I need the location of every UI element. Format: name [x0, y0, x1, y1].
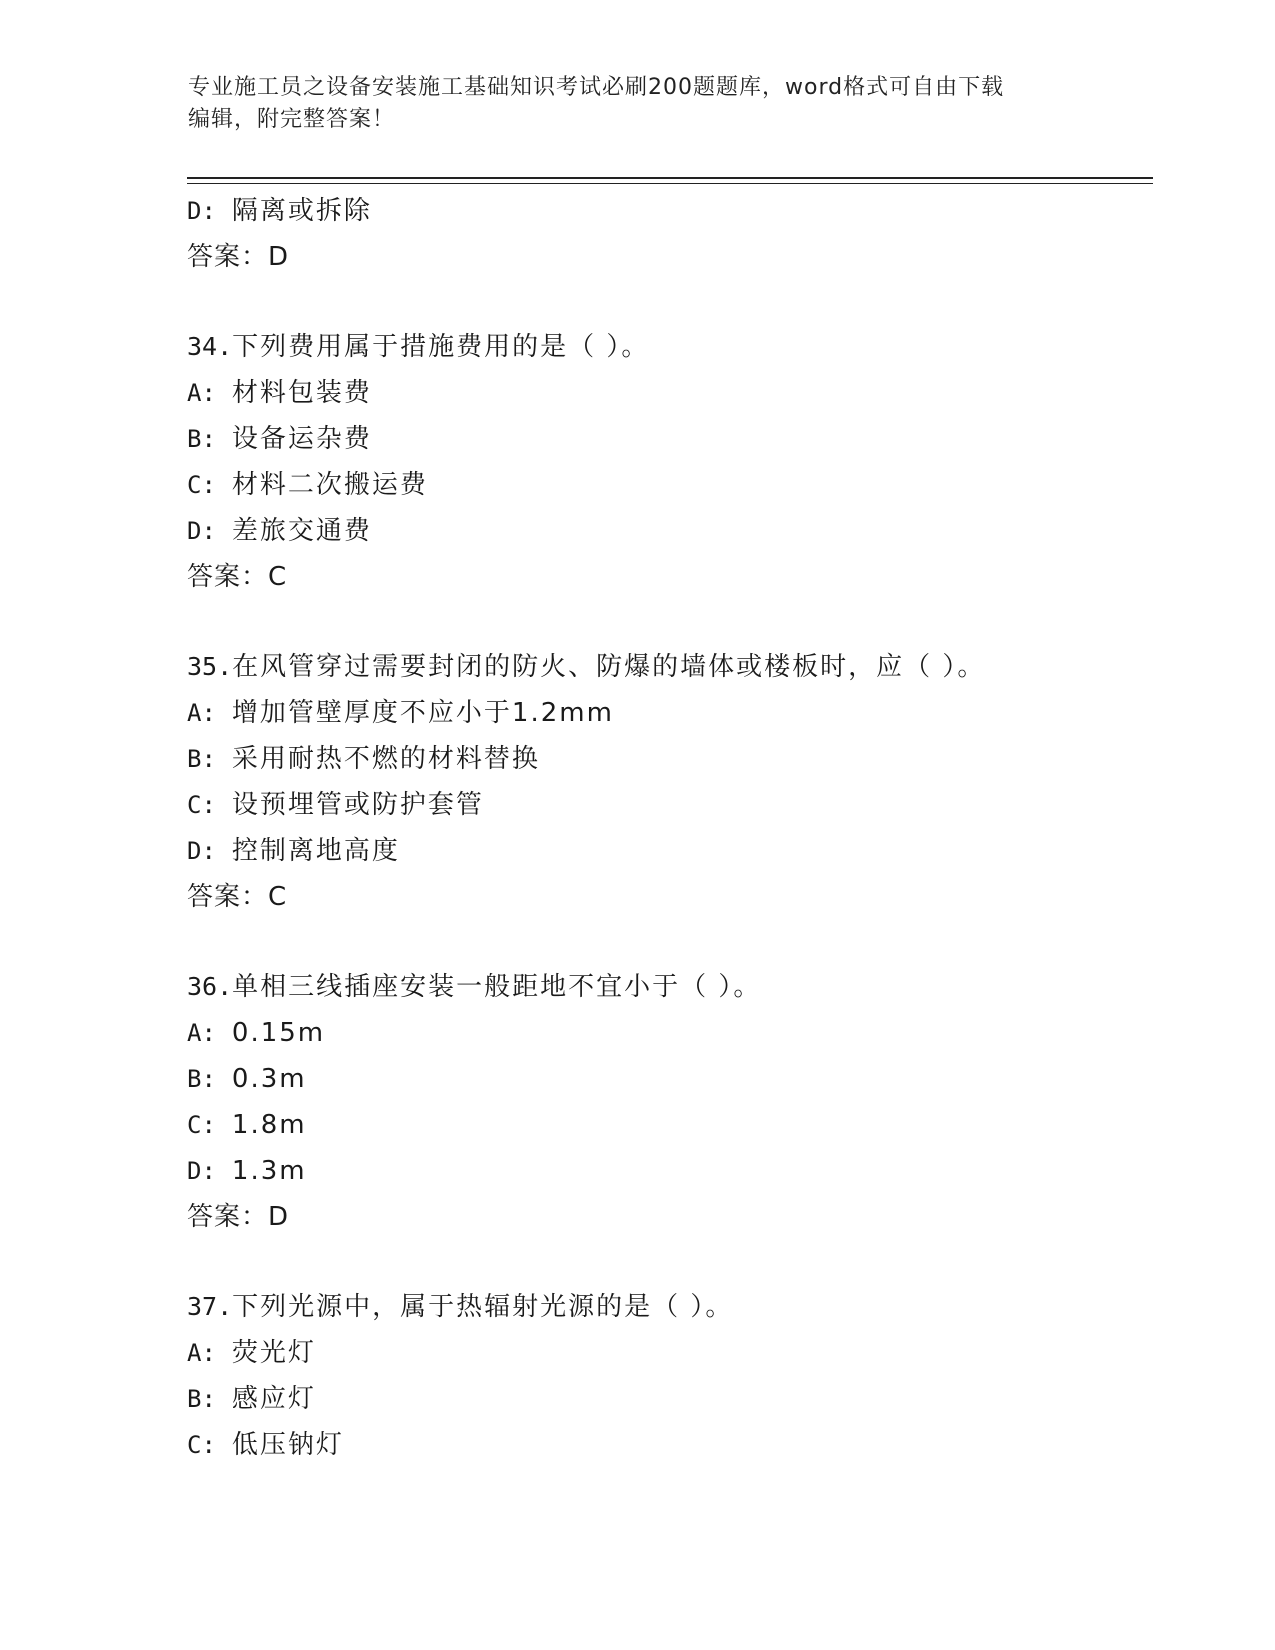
question-list [187, 188, 1147, 1468]
question-stem-35 [187, 644, 1147, 690]
question-number: 36. [187, 972, 233, 1001]
option-d [187, 508, 1147, 554]
option-a [187, 1330, 1147, 1376]
option-c [187, 1422, 1147, 1468]
option-d [187, 188, 1147, 234]
header-rule-thin [187, 183, 1153, 184]
option-d [187, 1148, 1147, 1194]
option-key: D: [187, 1157, 216, 1185]
answer-label: 答案： [187, 882, 269, 912]
option-key: B: [187, 745, 216, 773]
answer-value: C [268, 882, 287, 912]
option-key: C: [187, 471, 216, 499]
option-b [187, 736, 1147, 782]
option-text: 增加管壁厚度不应小于1.2mm [231, 698, 614, 728]
option-b [187, 1056, 1147, 1102]
spacer [187, 600, 1147, 644]
option-text: 荧光灯 [231, 1338, 316, 1368]
spacer [187, 920, 1147, 964]
answer-label: 答案： [187, 242, 269, 272]
option-c [187, 782, 1147, 828]
option-key: B: [187, 425, 216, 453]
question-stem-36 [187, 964, 1147, 1010]
answer-line [187, 234, 1147, 280]
question-text: 单相三线插座安装一般距地不宜小于（ ）。 [232, 972, 762, 1002]
answer-value: C [268, 562, 287, 592]
option-text: 感应灯 [231, 1384, 316, 1414]
option-key: C: [187, 791, 216, 819]
option-text: 设备运杂费 [231, 424, 372, 454]
option-text: 差旅交通费 [231, 516, 372, 546]
answer-value: D [268, 242, 289, 272]
answer-line [187, 1194, 1147, 1240]
question-text: 下列光源中，属于热辐射光源的是（ ）。 [232, 1292, 734, 1322]
option-key: C: [187, 1431, 216, 1459]
option-a [187, 690, 1147, 736]
option-key: D: [187, 197, 216, 225]
option-text: 控制离地高度 [231, 836, 400, 866]
option-text: 0.15m [231, 1018, 326, 1048]
question-number: 37. [187, 1292, 233, 1321]
option-b [187, 1376, 1147, 1422]
spacer [187, 280, 1147, 324]
option-a [187, 370, 1147, 416]
option-key: A: [187, 1019, 216, 1047]
question-number: 35. [187, 652, 233, 681]
answer-line [187, 554, 1147, 600]
question-stem-34 [187, 324, 1147, 370]
option-text: 1.8m [231, 1110, 307, 1140]
header-rule-thick [187, 177, 1153, 179]
question-text: 在风管穿过需要封闭的防火、防爆的墙体或楼板时，应（ ）。 [232, 652, 986, 682]
option-c [187, 1102, 1147, 1148]
option-key: A: [187, 699, 216, 727]
option-d [187, 828, 1147, 874]
question-text: 下列费用属于措施费用的是（ ）。 [232, 332, 650, 362]
document-header [188, 72, 1088, 136]
option-text: 采用耐热不燃的材料替换 [231, 744, 540, 774]
option-key: A: [187, 1339, 216, 1367]
option-text: 1.3m [231, 1156, 307, 1186]
option-b [187, 416, 1147, 462]
option-key: B: [187, 1065, 216, 1093]
option-key: A: [187, 379, 216, 407]
option-key: D: [187, 517, 216, 545]
header-line-2: 编辑，附完整答案！ [188, 107, 396, 132]
answer-line [187, 874, 1147, 920]
answer-label: 答案： [187, 562, 269, 592]
option-text: 材料二次搬运费 [231, 470, 428, 500]
option-text: 设预埋管或防护套管 [231, 790, 484, 820]
option-text: 隔离或拆除 [231, 196, 372, 226]
question-stem-37 [187, 1284, 1147, 1330]
option-key: C: [187, 1111, 216, 1139]
header-line-1: 专业施工员之设备安装施工基础知识考试必刷200题题库，word格式可自由下载 [188, 75, 1005, 100]
option-text: 0.3m [231, 1064, 307, 1094]
option-c [187, 462, 1147, 508]
answer-value: D [268, 1202, 289, 1232]
spacer [187, 1240, 1147, 1284]
option-text: 低压钠灯 [231, 1430, 344, 1460]
option-key: B: [187, 1385, 216, 1413]
option-text: 材料包装费 [231, 378, 372, 408]
question-number: 34. [187, 332, 233, 361]
option-key: D: [187, 837, 216, 865]
option-a [187, 1010, 1147, 1056]
answer-label: 答案： [187, 1202, 269, 1232]
